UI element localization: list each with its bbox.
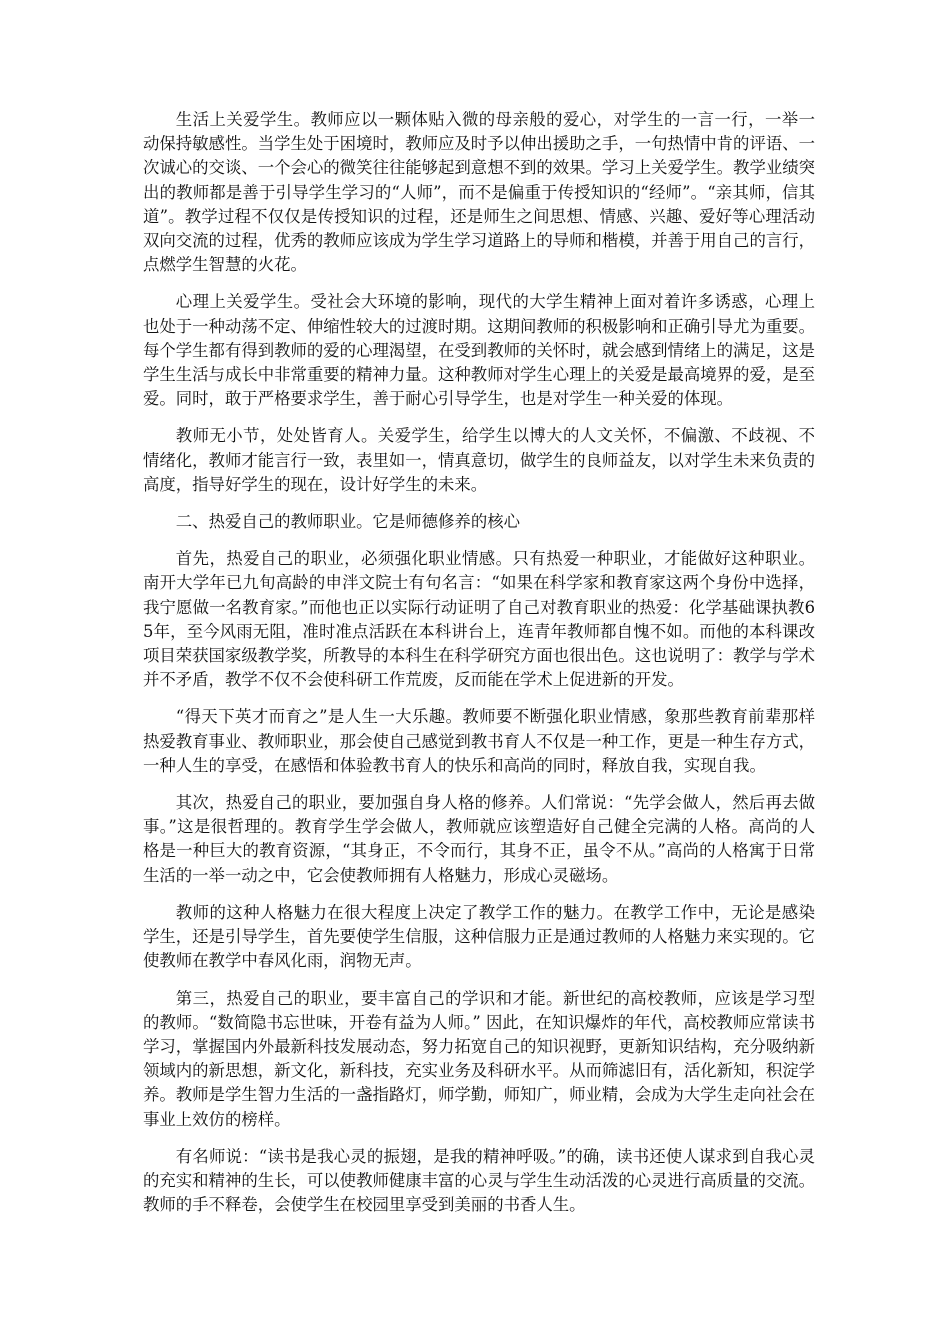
paragraph-life-care: 生活上关爱学生。教师应以一颗体贴入微的母亲般的爱心，对学生的一言一行，一举一动保持敏感性。当学生处于困境时，教师应及时予以伸出援助之手，一句热情中肯的评语、一次诚心的交谈、一个会心的微笑往往能够起到意想不到的效果。学习上关爱学生。教学业绩突出的教师都是善于引导学生学习的“人师”，而不是偏重于传授知识的“经师”。“亲其师，信其道”。教学过程不仅仅是传授知识的过程，还是师生之间思想、情感、兴趣、爱好等心理活动双向交流的过程，优秀的教师应该成为学生学习道路上的导师和楷模，并善于用自己的言行，点燃学生智慧的火花。 bbox=[143, 110, 816, 275]
paragraph-first-professional-emotion: 首先，热爱自己的职业，必须强化职业情感。只有热爱一种职业，才能做好这种职业。南开大学年已九旬高龄的申泮文院士有句名言：“如果在科学家和教育家这两个身份中选择，我宁愿做一名教育家。”而他也正以实际行动证明了自己对教育职业的热爱：化学基础课执教65年，至今风雨无阻，准时准点活跃在本科讲台上，连青年教师都自愧不如。而他的本科课改项目荣获国家级教学奖，所教导的本科生在科学研究方面也很出色。这也说明了：教学与学术并不矛盾，教学不仅不会使科研工作荒废，反而能在学术上促进新的开发。 bbox=[143, 549, 816, 690]
document-page bbox=[143, 108, 815, 1230]
paragraph-second-personality: 其次，热爱自己的职业，要加强自身人格的修养。人们常说：“先学会做人，然后再去做事。”这是很哲理的。教育学生学会做人，教师就应该塑造好自己健全完满的人格。高尚的人格是一种巨大的教育资源，“其身正，不令而行，其身不正，虽令不从。”高尚的人格寓于日常生活的一举一动之中，它会使教师拥有人格魅力，形成心灵磁场。 bbox=[143, 793, 815, 885]
paragraph-teacher-no-small-matters: 教师无小节，处处皆育人。关爱学生，给学生以博大的人文关怀，不偏激、不歧视、不情绪化，教师才能言行一致，表里如一，情真意切，做学生的良师益友，以对学生未来负责的高度，指导好学生的现在，设计好学生的未来。 bbox=[143, 426, 816, 494]
section-heading-love-profession: 二、热爱自己的教师职业。它是师德修养的核心 bbox=[175, 512, 520, 532]
paragraph-educate-talents: “得天下英才而育之”是人生一大乐趣。教师要不断强化职业情感，象那些教育前辈那样热爱教育事业、教师职业，那会使自己感觉到教书育人不仅是一种工作，更是一种生存方式，一种人生的享受，在感悟和体验教书育人的快乐和高尚的同时，释放自我，实现自我。 bbox=[143, 707, 816, 775]
paragraph-reading: 有名师说：“读书是我心灵的振翅，是我的精神呼吸。”的确，读书还使人谋求到自我心灵的充实和精神的生长，可以使教师健康丰富的心灵与学生生动活泼的心灵进行高质量的交流。教师的手不释卷，会使学生在校园里享受到美丽的书香人生。 bbox=[143, 1146, 816, 1215]
paragraph-third-knowledge: 第三，热爱自己的职业，要丰富自己的学识和才能。新世纪的高校教师，应该是学习型的教师。“数简隐书忘世味，开卷有益为人师。” 因此，在知识爆炸的年代，高校教师应常读书学习，掌握国内外最新科技发展动态，努力拓宽自己的知识视野，更新知识结构，充分吸纳新领域内的新思想，新文化，新科技，充实业务及科研水平。从而筛滤旧有，活化新知，积淀学养。教师是学生智力生活的一盏指路灯，师学勤，师知广，师业精，会成为大学生走向社会在事业上效仿的榜样。 bbox=[143, 988, 816, 1129]
paragraph-personality-charm: 教师的这种人格魅力在很大程度上决定了教学工作的魅力。在教学工作中，无论是感染学生，还是引导学生，首先要使学生信服，这种信服力正是通过教师的人格魅力来实现的。它使教师在教学中春风化雨，润物无声。 bbox=[143, 902, 816, 971]
paragraph-psychological-care: 心理上关爱学生。受社会大环境的影响，现代的大学生精神上面对着许多诱惑，心理上也处于一种动荡不定、伸缩性较大的过渡时期。这期间教师的积极影响和正确引导尤为重要。每个学生都有得到教师的爱的心理渴望，在受到教师的关怀时，就会感到情绪上的满足，这是学生生活与成长中非常重要的精神力量。这种教师对学生心理上的关爱是最高境界的爱，是至爱。同时，敢于严格要求学生，善于耐心引导学生，也是对学生一种关爱的体现。 bbox=[143, 292, 816, 409]
